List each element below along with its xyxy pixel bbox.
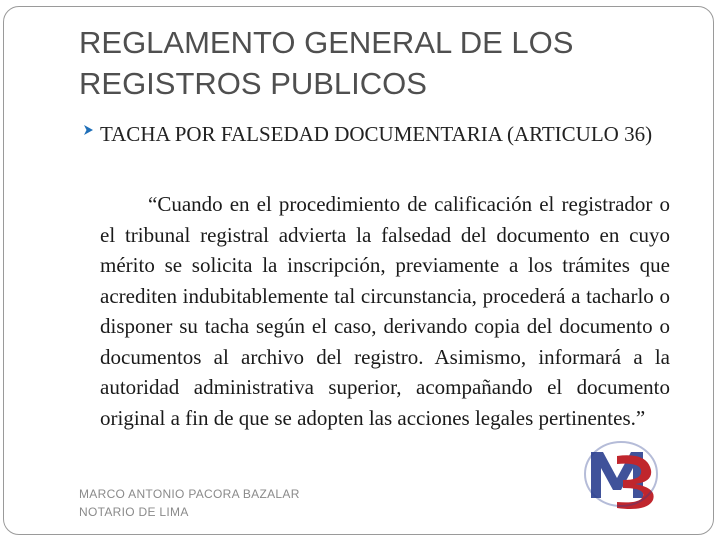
- slide-title: [79, 22, 679, 104]
- triangle-bullet-icon: [82, 124, 94, 136]
- title-line-2: REGISTROS PUBLICOS: [79, 66, 427, 101]
- article-quote: “Cuando en el procedimiento de calificación el registrador o el tribunal registral advierta la falsedad del documento en cuyo mérito se solicita la inscripción, previamente a los trámites que acrediten indubitablemente tal circunstancia, procederá a tacharlo o disponer su tacha según el caso, derivando copia del documento o documentos al archivo del registro. Asimismo, informará a la autoridad administrativa superior, acompañando el documento original a fin de que se adopten las acciones legales pertinentes.”: [100, 192, 670, 430]
- bullet-heading: TACHA POR FALSEDAD DOCUMENTARIA (ARTICULO 36): [100, 122, 653, 146]
- footer-author: MARCO ANTONIO PACORA BAZALAR: [79, 487, 300, 501]
- title-line-1: REGLAMENTO GENERAL DE LOS: [79, 25, 574, 60]
- footer-role: NOTARIO DE LIMA: [79, 505, 189, 519]
- mb-logo-icon: [577, 432, 665, 516]
